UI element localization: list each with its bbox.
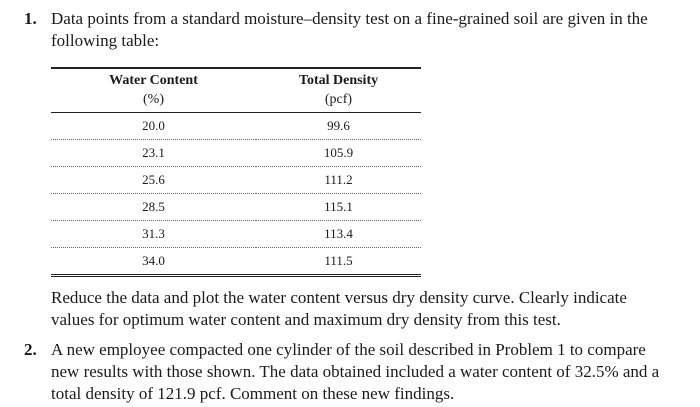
table-row [51, 248, 421, 276]
water-content-cell: 34.0 [51, 248, 256, 276]
water-content-cell: 28.5 [51, 194, 256, 221]
table-row [51, 140, 421, 167]
problem-text: Data points from a standard moisture–density test on a fine-grained soil are given in the following table: [51, 9, 648, 50]
header-unit: (%) [143, 92, 164, 107]
water-content-cell: 25.6 [51, 167, 256, 194]
total-density-cell: 111.2 [256, 167, 421, 194]
total-density-cell: 99.6 [256, 113, 421, 140]
problem-1 [24, 8, 674, 52]
problem-2 [24, 339, 674, 405]
instruction-text: Reduce the data and plot the water content versus dry density curve. Clearly indicate values for optimum water content and maximum dry density from this test. [51, 288, 627, 329]
table-row [51, 221, 421, 248]
total-density-cell: 111.5 [256, 248, 421, 276]
table-row [51, 113, 421, 140]
total-density-cell: 115.1 [256, 194, 421, 221]
header-water-content [51, 68, 256, 113]
water-content-cell: 31.3 [51, 221, 256, 248]
table-row [51, 167, 421, 194]
table-header-row [51, 68, 421, 113]
problem-number: 1. [24, 9, 37, 28]
water-content-cell: 23.1 [51, 140, 256, 167]
problem-number: 2. [24, 340, 37, 359]
header-unit: (pcf) [324, 92, 353, 107]
total-density-cell: 105.9 [256, 140, 421, 167]
header-title: Water Content [109, 73, 198, 88]
problem-text: A new employee compacted one cylinder of the soil described in Problem 1 to compare new results with those shown. The data obtained included a water content of 32.5% and a total density of 121.9 pcf. Comment on these new findings. [51, 340, 660, 403]
table-row [51, 194, 421, 221]
water-content-cell: 20.0 [51, 113, 256, 140]
moisture-density-table [51, 67, 421, 277]
header-total-density [256, 68, 421, 113]
data-table-container [51, 67, 421, 277]
total-density-cell: 113.4 [256, 221, 421, 248]
header-title: Total Density [298, 73, 379, 88]
